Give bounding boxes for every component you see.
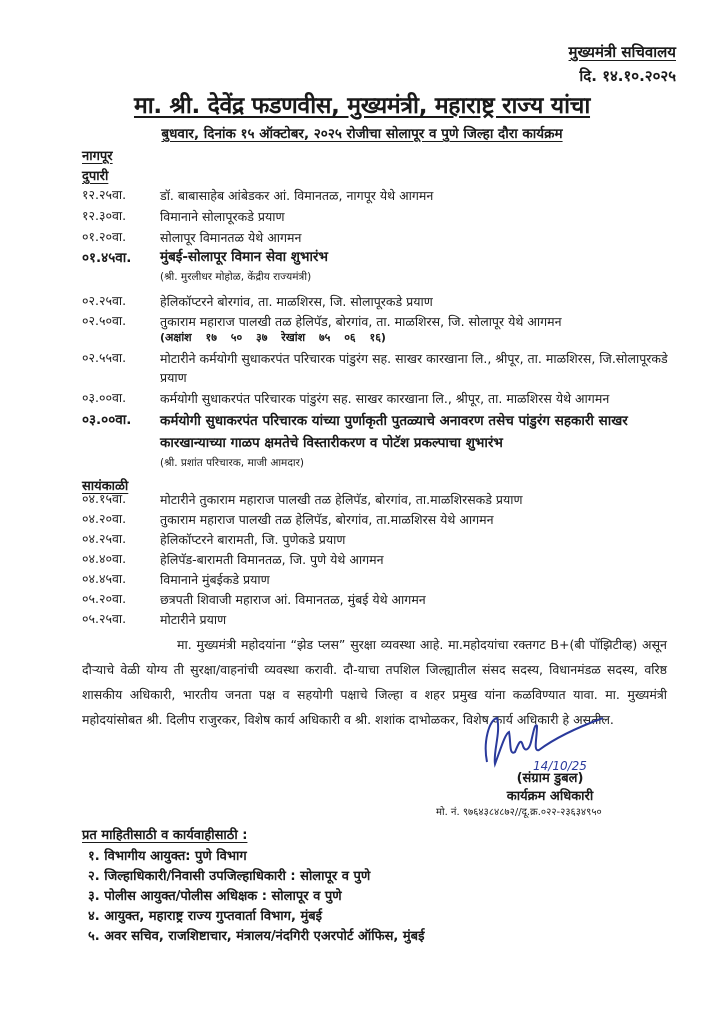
schedule-row [82,292,682,311]
schedule-row [82,207,682,226]
schedule-time: ०४.२०वा. [82,511,127,526]
schedule-time: १२.२५वा. [82,187,127,202]
document-date: दि. १४.१०.२०२५ [579,67,676,85]
schedule-row [82,349,682,387]
schedule-row [82,410,682,454]
schedule-row [82,610,682,629]
schedule-desc: हेलिकॉप्टरने बारामती, जि. पुणेकडे प्रयाण [160,532,346,547]
schedule-row [82,530,682,549]
copy-item: १. विभागीय आयुक्त: पुणे विभाग [88,849,247,864]
schedule-desc: विमानाने मुंबईकडे प्रयाण [160,572,270,587]
schedule-desc: विमानाने सोलापूरकडे प्रयाण [160,209,285,224]
schedule-desc: हेलिपॅड-बारामती विमानतळ, जि. पुणे येथे आगमन [160,552,384,567]
schedule-time: ०४.१५वा. [82,491,127,506]
schedule-row [82,389,682,408]
signatory-contact: मो. नं. ९७६४३८४८७२//दू.क्र.०२२-२३६३४९५० [436,807,602,818]
schedule-time: ०४.४०वा. [82,551,127,566]
signatory-name: (संग्राम डुबल) [516,771,584,786]
copy-to-title: प्रत माहितीसाठी व कार्यवाहीसाठी : [82,828,248,843]
signature-date: 14/10/25 [533,759,587,772]
schedule-desc: कर्मयोगी सुधाकरपंत परिचारक यांच्या पुर्णाकृती पुतळ्याचे अनावरण तसेच पांडुरंग सहकारी साखर कारखान्याच्या गाळप क्षमतेचे विस्तारीकरण व पोटॅश प्रकल्पाचा शुभारंभ [160,413,628,451]
schedule-time: ०५.२०वा. [82,591,127,606]
location-label: नागपूर [82,149,113,164]
schedule-desc: तुकाराम महाराज पालखी तळ हेलिपॅड, बोरगांव, ता. माळशिरस, जि. सोलापूर येथे आगमन [160,314,562,329]
schedule-time: ०२.५५वा. [82,350,127,365]
schedule-time: ०२.२५वा. [82,293,127,308]
schedule-note: (श्री. मुरलीधर मोहोळ, केंद्रीय राज्यमंत्री) [160,271,312,283]
schedule-time: ०३.००वा. [82,412,132,428]
schedule-desc: कर्मयोगी सुधाकरपंत परिचारक पांडुरंग सह. साखर कारखाना लि., श्रीपूर, ता. माळशिरस येथे आगमन [160,391,610,406]
schedule-desc: मुंबई-सोलापूर विमान सेवा शुभारंभ [160,249,328,265]
document-title: मा. श्री. देवेंद्र फडणवीस, मुख्यमंत्री, महाराष्ट्र राज्य यांचा [133,93,591,119]
schedule-row [82,590,682,609]
schedule-row [82,248,682,267]
schedule-row [82,490,682,509]
schedule-row [82,550,682,569]
schedule-time: ०५.२५वा. [82,611,127,626]
schedule-time: ०४.२५वा. [82,531,127,546]
copy-item: ३. पोलीस आयुक्त/पोलीस अधिक्षक : सोलापूर व पुणे [88,889,342,904]
schedule-note: (श्री. प्रशांत परिचारक, माजी आमदार) [160,457,305,469]
schedule-time: ०३.००वा. [82,390,127,405]
schedule-desc: मोटारीने तुकाराम महाराज पालखी तळ हेलिपॅड, बोरगांव, ता.माळशिरसकडे प्रयाण [160,492,523,507]
schedule-row [82,510,682,529]
schedule-row [82,228,682,247]
schedule-desc: मोटारीने प्रयाण [160,612,227,627]
schedule-time: ०१.२०वा. [82,229,127,244]
schedule-desc: डॉ. बाबासाहेब आंबेडकर आं. विमानतळ, नागपूर येथे आगमन [160,188,434,203]
office-label: मुख्यमंत्री सचिवालय [568,43,676,61]
schedule-row [82,312,682,331]
security-note: मा. मुख्यमंत्री महोदयांना “झेड प्लस” सुरक्षा व्यवस्था आहे. मा.महोदयांचा रक्तगट B+(बी पॉझिटीव्ह) असून दौऱ्याचे वेळी योग्य ती सुरक्षा/वाहनांची व्यवस्था करावी. दौ-याचा तपशिल जिल्ह्यातील संसद सदस्य, विधानमंडळ सदस्य, वरिष्ठ शासकीय अधिकारी, भारतीय जनता पक्ष व सहयोगी पक्षाचे जिल्हा व शहर प्रमुख यांना कळविण्यात यावा. मा. मुख्यमंत्री महोदयांसोबत श्री. दिलीप राजुरकर, विशेष कार्य अधिकारी व श्री. शशांक दाभोळकर, विशेष कार्य अधिकारी हे असतील. [82,637,667,727]
copy-item: ५. अवर सचिव, राजशिष्टाचार, मंत्रालय/नंदगिरी एअरपोर्ट ऑफिस, मुंबई [88,929,425,944]
schedule-desc: तुकाराम महाराज पालखी तळ हेलिपॅड, बोरगांव, ता.माळशिरस येथे आगमन [160,512,494,527]
schedule-time: १२.३०वा. [82,208,127,223]
copy-item: २. जिल्हाधिकारी/निवासी उपजिल्हाधिकारी : सोलापूर व पुणे [88,869,371,884]
schedule-desc: सोलापूर विमानतळ येथे आगमन [160,230,302,245]
schedule-desc: मोटारीने कर्मयोगी सुधाकरपंत परिचारक पांडुरंग सह. साखर कारखाना लि., श्रीपूर, ता. माळशिरस, जि.सोलापूरकडे प्रयाण [160,351,668,385]
helipad-coordinates: (अक्षांश १७ ५० ३७ रेखांश ७५ ०६ १६) [160,331,386,344]
copy-item: ४. आयुक्त, महाराष्ट्र राज्य गुप्तवार्ता विभाग, मुंबई [88,909,323,924]
signature-mark [475,712,615,772]
schedule-time: ०१.४५वा. [82,250,132,266]
evening-label: सायंकाळी [82,479,129,494]
schedule-time: ०२.५०वा. [82,313,127,328]
schedule-desc: छत्रपती शिवाजी महाराज आं. विमानतळ, मुंबई येथे आगमन [160,592,426,607]
schedule-row [82,570,682,589]
schedule-desc: हेलिकॉप्टरने बोरगांव, ता. माळशिरस, जि. सोलापूरकडे प्रयाण [160,294,433,309]
schedule-row [82,186,682,205]
schedule-time: ०४.४५वा. [82,571,127,586]
signatory-designation: कार्यक्रम अधिकारी [506,789,594,804]
document-subtitle: बुधवार, दिनांक १५ ऑक्टोबर, २०२५ रोजीचा सोलापूर व पुणे जिल्हा दौरा कार्यक्रम [161,126,563,142]
afternoon-label: दुपारी [82,169,109,184]
